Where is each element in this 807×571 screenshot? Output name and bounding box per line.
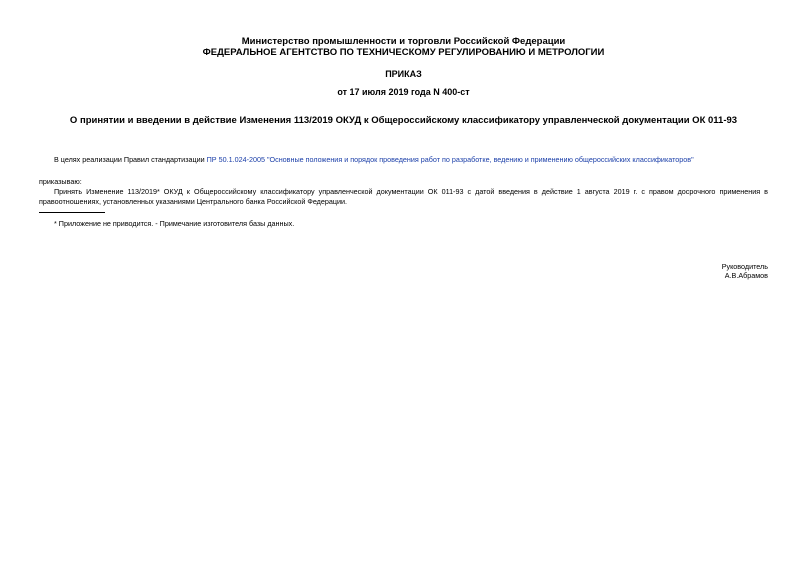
footnote-text: * Приложение не приводится. - Примечание изготовителя базы данных. xyxy=(54,219,295,228)
document-subject: О принятии и введении в действие Изменения 113/2019 ОКУД к Общероссийскому классификатору управленческой документации ОК 011-93 xyxy=(69,115,738,126)
intro-paragraph xyxy=(54,155,694,165)
document-date-number: от 17 июля 2019 года N 400-ст xyxy=(337,87,470,97)
main-order-line-1: Принять Изменение 113/2019* ОКУД к Общероссийскому классификатору управленческой документации ОК 011-93 с датой введения в действие 1 августа 2019 г. с правом досрочного применения в xyxy=(54,187,768,196)
ministry-title: Министерство промышленности и торговли Российской Федерации xyxy=(241,36,566,47)
agency-title: ФЕДЕРАЛЬНОЕ АГЕНТСТВО ПО ТЕХНИЧЕСКОМУ РЕГУЛИРОВАНИЮ И МЕТРОЛОГИИ xyxy=(202,47,605,58)
main-order-paragraph xyxy=(39,187,768,207)
order-word: приказываю: xyxy=(39,177,82,186)
main-order-line-2: правоотношениях, установленных указаниями Центрального банка Российской Федерации. xyxy=(39,197,348,206)
standard-link[interactable]: ПР 50.1.024-2005 "Основные положения и порядок проведения работ по разработке, ведению и применению общероссийских классификаторов" xyxy=(206,155,694,164)
intro-text: В целях реализации Правил стандартизации xyxy=(54,155,207,164)
signature-position: Руководитель xyxy=(721,262,768,271)
signature-name: А.В.Абрамов xyxy=(724,271,768,280)
document-type: ПРИКАЗ xyxy=(385,69,422,79)
footnote-divider xyxy=(39,212,105,213)
